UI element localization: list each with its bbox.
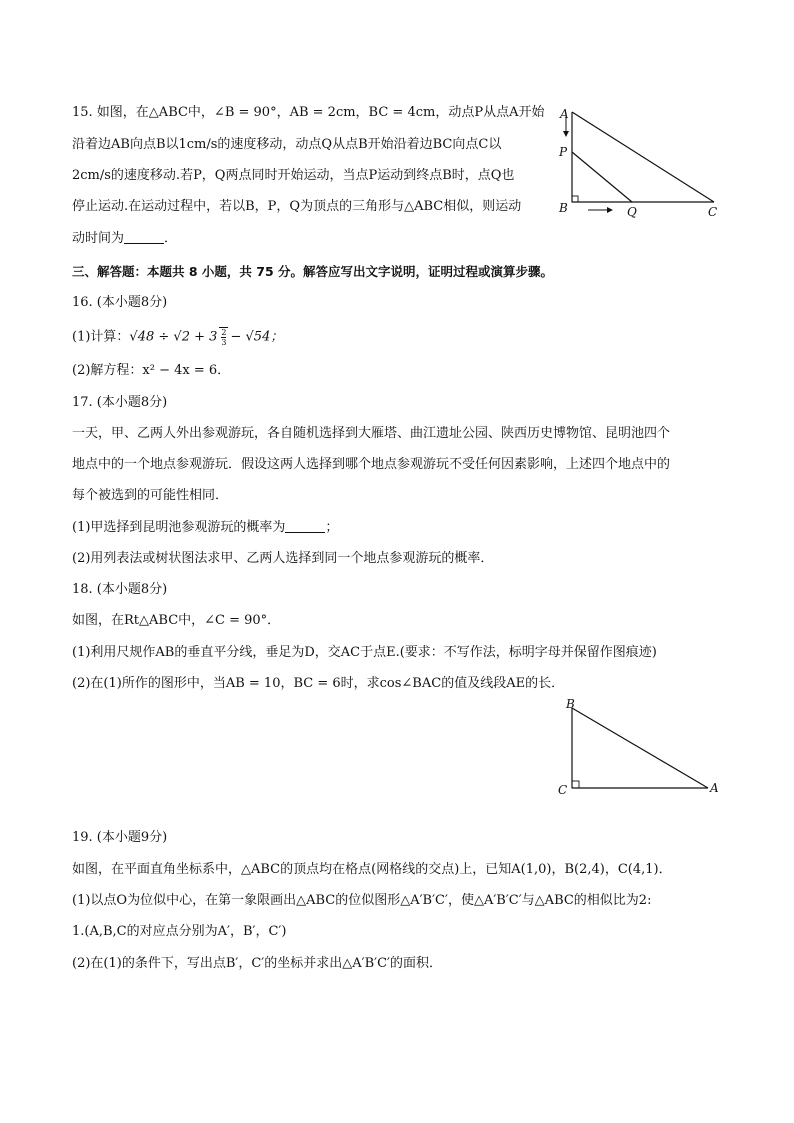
q16-expr-b: − √54；: [230, 329, 284, 345]
label-a: A: [710, 781, 719, 795]
q19-part2: (2)在(1)的条件下，写出点B′，C′的坐标并求出△A′B′C′的面积．: [72, 956, 442, 971]
right-angle-mark: [572, 781, 579, 788]
q16-expr-a: √48 ÷ √2 + 3: [129, 329, 218, 345]
q15-figure: [550, 100, 730, 222]
q19-head: 19. (本小题9分): [72, 830, 168, 845]
label-c: C: [708, 205, 718, 219]
q16-head: 16. (本小题8分): [72, 295, 168, 310]
q17-line3: 每个被选到的可能性相同．: [72, 488, 229, 503]
q19-part1-a: (1)以点O为位似中心，在第一象限画出△ABC的位似图形△A′B′C′，使△A′B′C′与△ABC的相似比为2:: [72, 893, 652, 908]
q15-line5-text: 动时间为: [72, 231, 125, 246]
label-a: A: [560, 107, 569, 121]
q17-part1-end: ；: [325, 520, 339, 535]
q15-line5-end: ．: [164, 231, 178, 246]
q15-line3: 2cm/s的速度移动.若P，Q两点同时开始运动，当点P运动到终点B时，点Q也: [72, 168, 515, 183]
side-ab: [572, 708, 708, 788]
q19-line1: 如图，在平面直角坐标系中，△ABC的顶点均在格点(网格线的交点)上，已知A(1,0)，B(2,4)，C(4,1)．: [72, 862, 672, 877]
q15-line1: 15. 如图，在△ABC中，∠B = 90°，AB = 2cm，BC = 4cm，动点P从点A开始: [72, 105, 545, 120]
section-3-heading: 三、解答题：本题共 8 小题，共 75 分。解答应写出文字说明，证明过程或演算步骤。: [72, 264, 554, 279]
label-b: B: [566, 697, 575, 711]
q19-part1-b: 1.(A,B,C的对应点分别为A′，B′，C′): [72, 924, 287, 939]
right-angle-mark: [572, 196, 578, 202]
q18-part1: (1)利用尺规作AB的垂直平分线，垂足为D，交AC于点E.(要求：不写作法，标明字母并保留作图痕迹): [72, 645, 657, 660]
label-p: P: [559, 145, 568, 159]
q15-line4: 停止运动.在运动过程中，若以B，P，Q为顶点的三角形与△ABC相似，则运动: [72, 199, 522, 214]
arrow-right-head-icon: [607, 207, 613, 213]
side-ac: [572, 112, 714, 202]
label-q: Q: [627, 205, 637, 219]
q18-figure: [552, 696, 732, 800]
q16-frac-den: 3: [221, 338, 227, 347]
q16-fraction: [219, 327, 228, 347]
q17-part1: [72, 519, 338, 537]
segment-pq: [572, 152, 632, 202]
q15-line2: 沿着边AB向点B以1cm/s的速度移动，动点Q从点B开始沿着边BC向点C以: [72, 137, 502, 152]
q16-part2: (2)解方程：x² − 4x = 6．: [72, 363, 231, 378]
q18-part2: (2)在(1)所作的图形中，当AB = 10，BC = 6时，求cos∠BAC的值及线段AE的长．: [72, 676, 565, 691]
q16-part1-label: (1)计算：: [72, 329, 130, 345]
q15-answer-blank[interactable]: [124, 231, 164, 244]
arrow-down-head-icon: [563, 131, 569, 137]
q18-head: 18. (本小题8分): [72, 582, 168, 597]
q17-line2: 地点中的一个地点参观游玩．假设这两人选择到哪个地点参观游玩不受任何因素影响，上述四个地点中的: [72, 457, 671, 472]
q16-frac-num: 2: [221, 328, 227, 337]
q17-part1-text: (1)甲选择到昆明池参观游玩的概率为: [72, 520, 286, 535]
label-c: C: [558, 783, 568, 797]
label-b: B: [559, 201, 568, 215]
q17-part2: (2)用列表法或树状图法求甲、乙两人选择到同一个地点参观游玩的概率．: [72, 551, 494, 566]
q15-line5: [72, 230, 177, 248]
q17-answer-blank[interactable]: [285, 520, 325, 533]
q17-line1: 一天，甲、乙两人外出参观游玩，各自随机选择到大雁塔、曲江遗址公园、陕西历史博物馆、昆明池四个: [72, 426, 671, 441]
q18-line1: 如图，在Rt△ABC中，∠C = 90°．: [72, 613, 281, 628]
q16-part1: [72, 327, 283, 347]
q17-head: 17. (本小题8分): [72, 395, 168, 410]
